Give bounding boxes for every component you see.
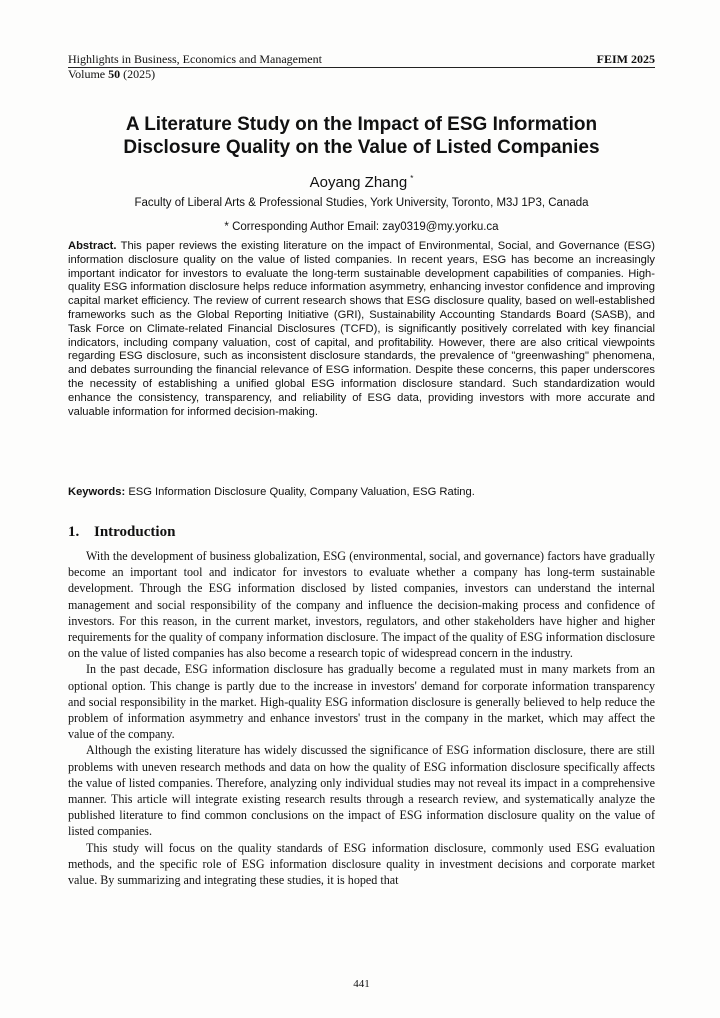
author-affiliation: Faculty of Liberal Arts & Professional Studies, York University, Toronto, M3J 1P3, Canada	[134, 197, 589, 209]
volume-prefix: Volume	[68, 67, 109, 81]
body-paragraph: With the development of business globalization, ESG (environmental, social, and governance) factors have gradually become an important tool and indicator for investors to evaluate whether a company has long-term sustainable development. Through the ESG information disclosed by listed companies, investors can understand the internal management and social responsibility of the company and influence the decision-making process and confidence of investors. For this reason, in the current market, investors, regulators, and other stakeholders have higher and higher requirements for the quality of company information disclosure. The impact of the quality of ESG information disclosure on the value of listed companies has also become a research topic of widespread concern in the industry.	[68, 549, 655, 661]
section-title: Introduction	[94, 524, 176, 540]
abstract-text: This paper reviews the existing literature on the impact of Environmental, Social, and Governance (ESG) information disclosure quality on the value of listed companies. In recent years, ESG has become an increasingly important indicator for investors to evaluate the long-term sustainable development capabilities of companies. High-quality ESG information disclosure helps reduce information asymmetry, enhancing investor confidence and improving capital market efficiency. The review of current research shows that ESG disclosure quality, based on well-established frameworks such as the Global Reporting Initiative (GRI), Sustainability Accounting Standards Board (SASB), and Task Force on Climate-related Financial Disclosures (TCFD), is significantly positively correlated with key financial indicators, including company valuation, cost of capital, and profitability. However, there are also critical viewpoints regarding ESG disclosure, such as inconsistent disclosure standards, the prevalence of "greenwashing" phenomena, and debates surrounding the financial relevance of ESG information. Despite these concerns, this paper underscores the necessity of establishing a unified global ESG information disclosure standard. Such standardization would enhance the consistency, transparency, and reliability of ESG data, providing investors with more accurate and valuable information for informed decision-making.	[68, 240, 655, 418]
body-paragraph: This study will focus on the quality standards of ESG information disclosure, commonly used ESG evaluation methods, and the specific role of ESG information disclosure quality in investment decisions and corporate market value. By summarizing and integrating these studies, it is hoped that	[68, 840, 655, 888]
volume-number: 50	[108, 67, 121, 81]
section-number: 1.	[68, 524, 80, 540]
abstract-label: Abstract.	[68, 240, 117, 252]
author-line	[68, 170, 655, 192]
introduction-body	[68, 548, 655, 888]
section-heading-introduction	[68, 523, 655, 541]
running-header	[68, 52, 655, 82]
volume-year: (2025)	[120, 67, 156, 81]
keywords	[68, 485, 655, 499]
keywords-text: ESG Information Disclosure Quality, Company Valuation, ESG Rating.	[128, 486, 475, 498]
running-header-row	[68, 52, 655, 67]
journal-name: Highlights in Business, Economics and Management	[68, 52, 322, 66]
header-rule	[68, 67, 655, 68]
volume-line	[68, 67, 655, 82]
abstract	[68, 240, 655, 419]
paper-title-line-1: A Literature Study on the Impact of ESG Information	[125, 114, 598, 135]
page-number: 441	[353, 978, 370, 990]
corresponding-author-mark: *	[410, 174, 414, 183]
conference-name: FEIM 2025	[596, 52, 655, 66]
author-name: Aoyang Zhang	[309, 174, 408, 191]
paper-title	[68, 113, 655, 159]
paper-title-line-2: Disclosure Quality on the Value of Listed Companies	[123, 137, 600, 158]
body-paragraph: In the past decade, ESG information disclosure has gradually become a regulated must in many markets from an optional option. This change is partly due to the increase in investors' demand for corporate information transparency and social responsibility in the market. High-quality ESG information disclosure is generally believed to help reduce the problem of information asymmetry and enhance investors' trust in the company in the market, which may affect the value of the company.	[68, 662, 655, 742]
keywords-label: Keywords:	[68, 486, 126, 498]
corresponding-author-email: * Corresponding Author Email: zay0319@my.yorku.ca	[224, 221, 499, 233]
body-paragraph: Although the existing literature has widely discussed the significance of ESG information disclosure, there are still problems with uneven research methods and data on how the quality of ESG information disclosure specifically affects the value of listed companies. Therefore, analyzing only individual studies may not reveal its impact in a comprehensive manner. This article will integrate existing research results through a research review, and systematically analyze the published literature to find common conclusions on the impact of ESG information disclosure quality on the value of listed companies.	[68, 743, 655, 839]
